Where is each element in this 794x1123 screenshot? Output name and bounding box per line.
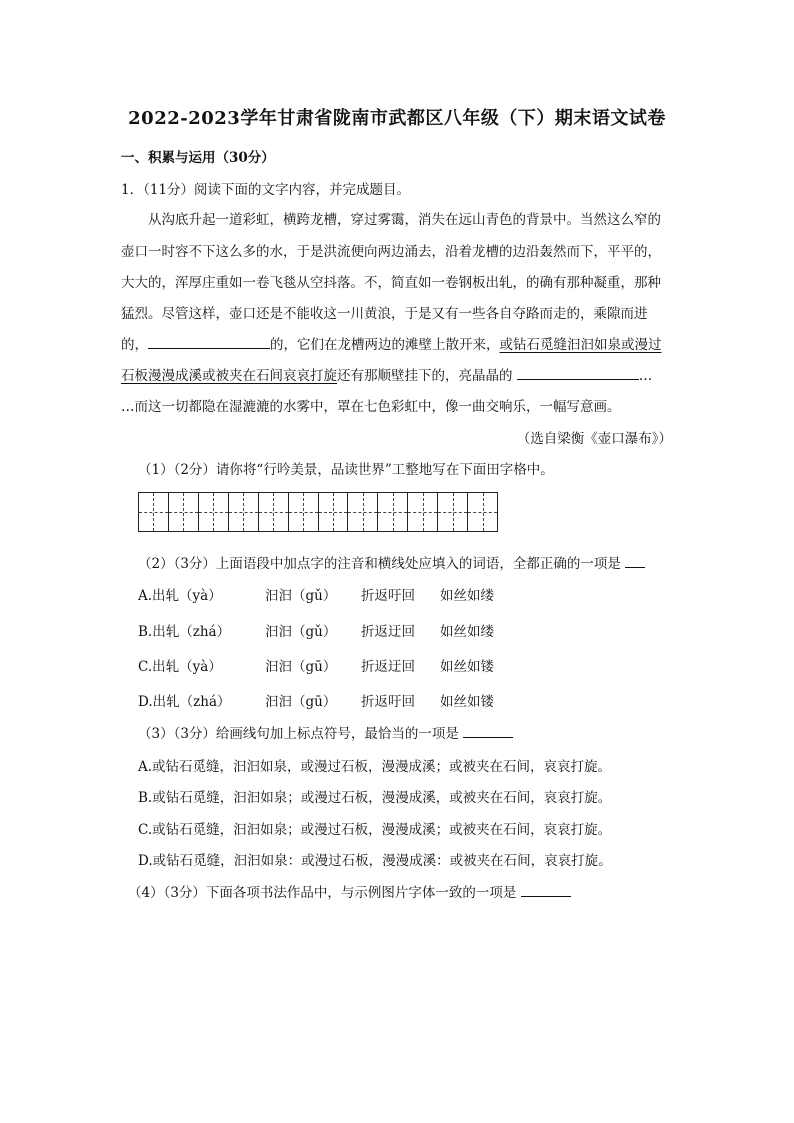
option-cell: 汩汩（gǔ） xyxy=(265,588,337,604)
grid-cell[interactable] xyxy=(348,493,378,531)
grid-cell[interactable] xyxy=(319,493,349,531)
underlined-sentence: 石板漫漫成溪或被夹在石间哀哀打旋 xyxy=(121,368,337,384)
option-cell: C.出轧（yà） xyxy=(138,659,222,675)
question-1-intro: 1．（11分）阅读下面的文字内容，并完成题目。 xyxy=(121,182,411,198)
passage-text: 还有那顺壁挂下的，亮晶晶的 xyxy=(337,368,513,384)
passage-line: 大大的，浑厚庄重如一卷飞毯从空抖落。不，简直如一卷钢板出轧，的确有那种凝重，那种 xyxy=(121,275,661,291)
option-cell: 汩汩（gǔ） xyxy=(265,624,337,640)
option-cell: 如丝如缕 xyxy=(440,588,494,604)
answer-blank[interactable] xyxy=(521,882,571,897)
grid-cell[interactable] xyxy=(229,493,259,531)
passage-line: 壶口一时容不下这么多的水，于是洪流便向两边涌去，沿着龙槽的边沿轰然而下，平平的， xyxy=(121,244,661,260)
option-row[interactable]: C.或钻石觅缝，汩汩如泉；或漫过石板，漫漫成溪；或被夹在石间，哀哀打旋。 xyxy=(138,822,612,838)
option-cell: 汩汩（gū） xyxy=(265,659,337,675)
grid-cell[interactable] xyxy=(289,493,319,531)
option-cell: 如丝如镂 xyxy=(440,659,494,675)
passage-line xyxy=(121,333,676,353)
question-text: （2）（3分）上面语段中加点字的注音和横线处应填入的词语，全都正确的一项是 xyxy=(138,556,621,572)
grid-cell[interactable] xyxy=(378,493,408,531)
passage-line: 猛烈。尽管这样，壶口还是不能收这一川黄浪，于是又有一些各自夺路而走的，乘隙而进 xyxy=(121,306,648,322)
question-1-1: （1）（2分）请你将“行吟美景，品读世界”工整地写在下面田字格中。 xyxy=(138,462,554,478)
passage-line: 从沟底升起一道彩虹，横跨龙槽，穿过雾霭，消失在远山青色的背景中。当然这么窄的 xyxy=(148,212,661,228)
option-cell: B.出轧（zhá） xyxy=(138,624,231,640)
question-text: （3）（3分）给画线句加上标点符号，最恰当的一项是 xyxy=(138,726,459,742)
option-cell: 汩汩（gū） xyxy=(265,694,337,710)
option-cell: A.出轧（yà） xyxy=(138,588,222,604)
passage-line: …而这一切都隐在湿漉漉的水雾中，罩在七色彩虹中，像一曲交响乐，一幅写意画。 xyxy=(121,399,621,415)
grid-cell[interactable] xyxy=(259,493,289,531)
section-heading: 一、积累与运用（30分） xyxy=(121,150,275,166)
source-citation: （选自梁衡《壶口瀑布》） xyxy=(516,431,672,447)
option-cell: 折返吁回 xyxy=(361,588,415,604)
option-row[interactable]: D.或钻石觅缝，汩汩如泉：或漫过石板，漫漫成溪：或被夹在石间，哀哀打旋。 xyxy=(138,853,612,869)
grid-cell[interactable] xyxy=(468,493,497,531)
question-1-3 xyxy=(138,722,513,742)
option-row[interactable]: B.或钻石觅缝，汩汩如泉；或漫过石板，漫漫成溪，或被夹在石间，哀哀打旋。 xyxy=(138,790,612,806)
option-cell: 折返迂回 xyxy=(361,624,415,640)
grid-cell[interactable] xyxy=(438,493,468,531)
underlined-sentence: 或钻石觅缝汩汩如泉或漫过 xyxy=(499,337,662,353)
question-1-4 xyxy=(128,881,571,901)
question-text: （4）（3分）下面各项书法作品中，与示例图片字体一致的一项是 xyxy=(128,885,517,901)
page-title: 2022-2023学年甘肃省陇南市武都区八年级（下）期末语文试卷 xyxy=(128,108,666,129)
passage-text: 的， xyxy=(121,337,148,353)
passage-text: 的，它们在龙槽两边的滩壁上散开来， xyxy=(270,337,500,353)
passage-line xyxy=(121,364,676,384)
grid-cell[interactable] xyxy=(408,493,438,531)
option-cell: 折返吁回 xyxy=(361,694,415,710)
answer-blank[interactable] xyxy=(463,723,513,738)
option-cell: 如丝如镂 xyxy=(440,694,494,710)
grid-cell[interactable] xyxy=(199,493,229,531)
option-cell: 如丝如缕 xyxy=(440,624,494,640)
option-row[interactable]: A.或钻石觅缝，汩汩如泉，或漫过石板，漫漫成溪；或被夹在石间，哀哀打旋。 xyxy=(138,759,612,775)
option-cell: D.出轧（zhá） xyxy=(138,694,231,710)
answer-blank[interactable] xyxy=(625,553,645,568)
passage-text: … xyxy=(638,368,653,384)
fill-blank[interactable] xyxy=(517,365,639,380)
fill-blank[interactable] xyxy=(148,334,270,349)
grid-cell[interactable] xyxy=(139,493,169,531)
option-cell: 折返迂回 xyxy=(361,659,415,675)
grid-cell[interactable] xyxy=(169,493,199,531)
tianzige-grid[interactable] xyxy=(138,492,498,532)
question-1-2 xyxy=(138,552,645,572)
